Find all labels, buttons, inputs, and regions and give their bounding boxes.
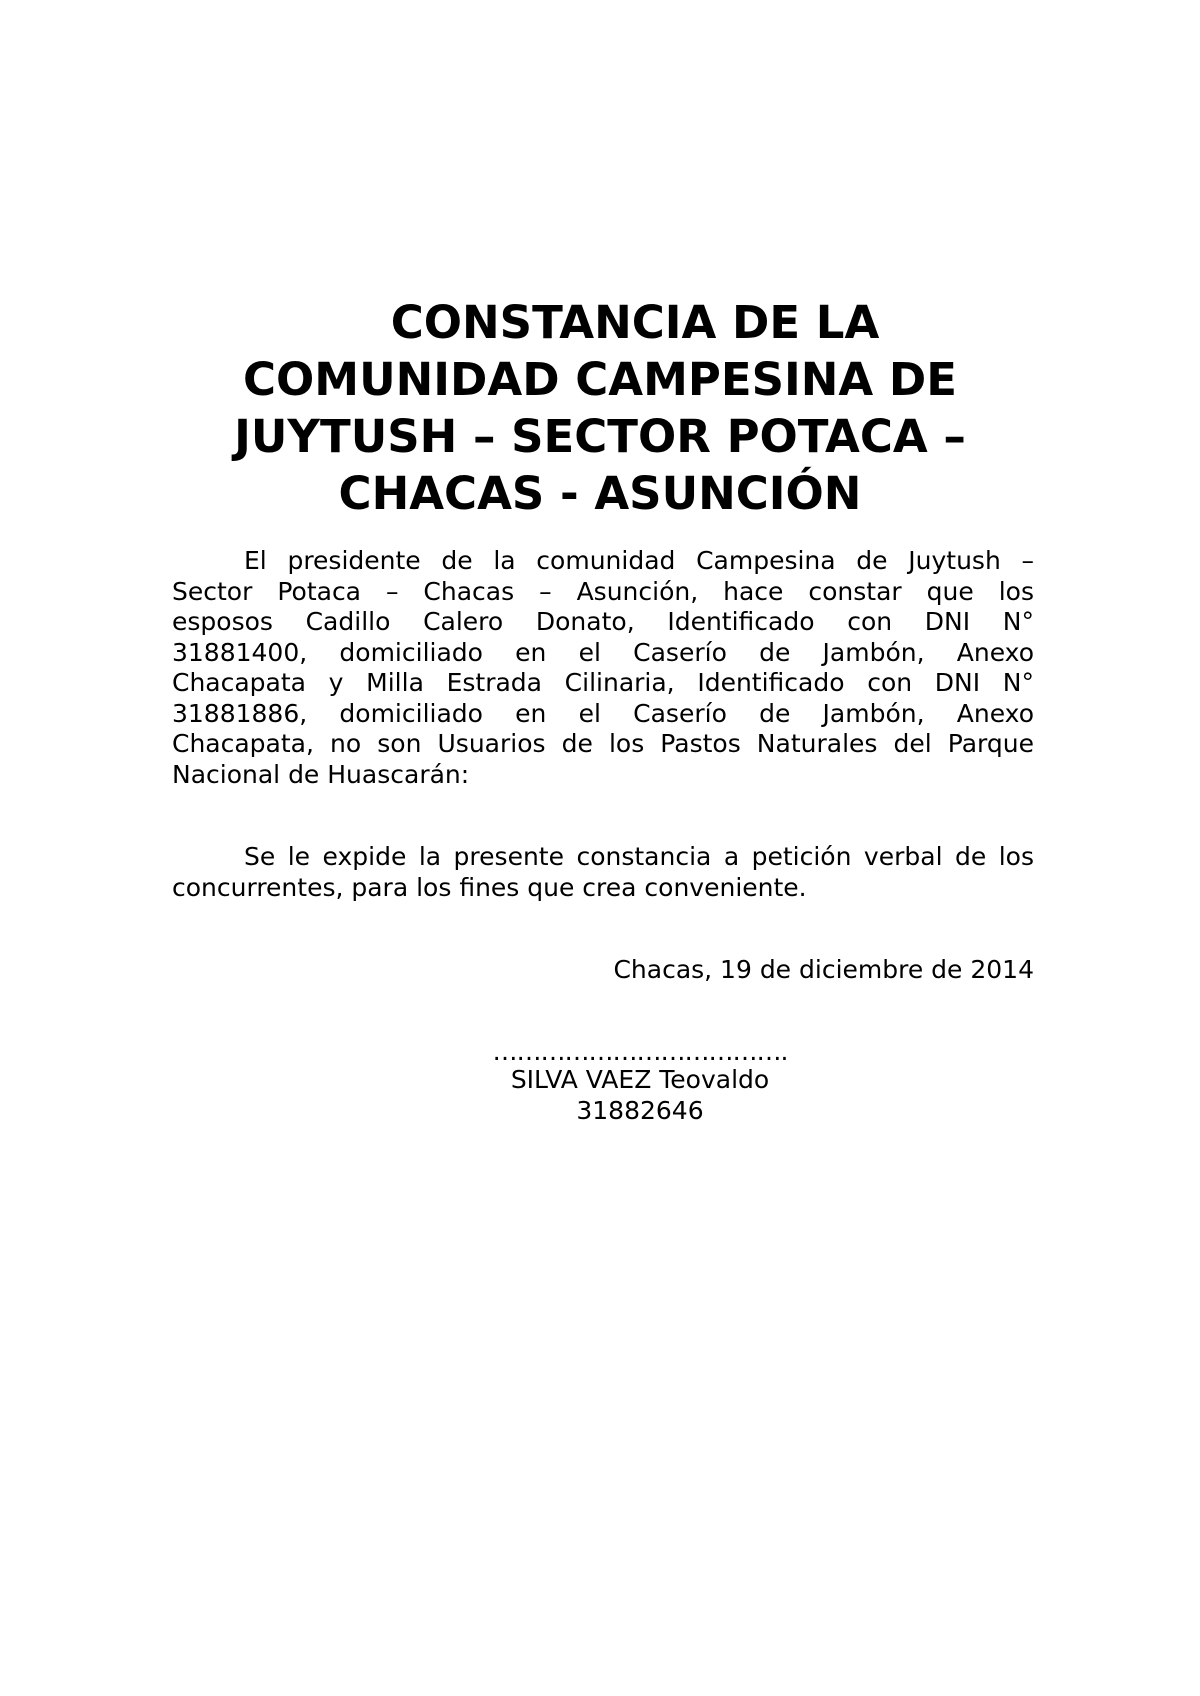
paragraph-line: Sector Potaca – Chacas – Asunción, hace constar que los: [172, 576, 1034, 606]
paragraph-line: 31881400, domiciliado en el Caserío de Jambón, Anexo: [172, 637, 1034, 667]
title-line: JUYTUSH – SECTOR POTACA –: [234, 410, 966, 463]
paragraph-line: Se le expide la presente constancia a petición verbal de los: [244, 842, 1034, 871]
paragraph-line: esposos Cadillo Calero Donato, Identificado con DNI N°: [172, 607, 1034, 636]
paragraph-line: 31881886, domiciliado en el Caserío de Jambón, Anexo: [172, 698, 1034, 728]
title-line: CONSTANCIA DE LA: [390, 296, 880, 349]
body-paragraph-2: [172, 842, 1034, 903]
paragraph-line: El presidente de la comunidad Campesina de Juytush –: [244, 546, 1034, 575]
body-paragraph-1: [172, 546, 1034, 790]
signer-name: SILVA VAEZ Teovaldo: [510, 1065, 770, 1094]
title-line: COMUNIDAD CAMPESINA DE: [243, 353, 957, 406]
signature-line: ……………………………….: [492, 1037, 788, 1066]
paragraph-line: Chacapata y Milla Estrada Cilinaria, Identificado con DNI N°: [172, 668, 1034, 697]
signer-dni: 31882646: [576, 1096, 704, 1125]
document-date: Chacas, 19 de diciembre de 2014: [613, 955, 1034, 984]
paragraph-line: concurrentes, para los fines que crea conveniente.: [172, 872, 807, 902]
paragraph-line: Nacional de Huascarán:: [172, 759, 470, 789]
title-line: CHACAS - ASUNCIÓN: [338, 467, 862, 520]
signature-block: [440, 1037, 840, 1126]
document-title: [150, 294, 1050, 522]
paragraph-line: Chacapata, no son Usuarios de los Pastos Naturales del Parque: [172, 729, 1034, 758]
